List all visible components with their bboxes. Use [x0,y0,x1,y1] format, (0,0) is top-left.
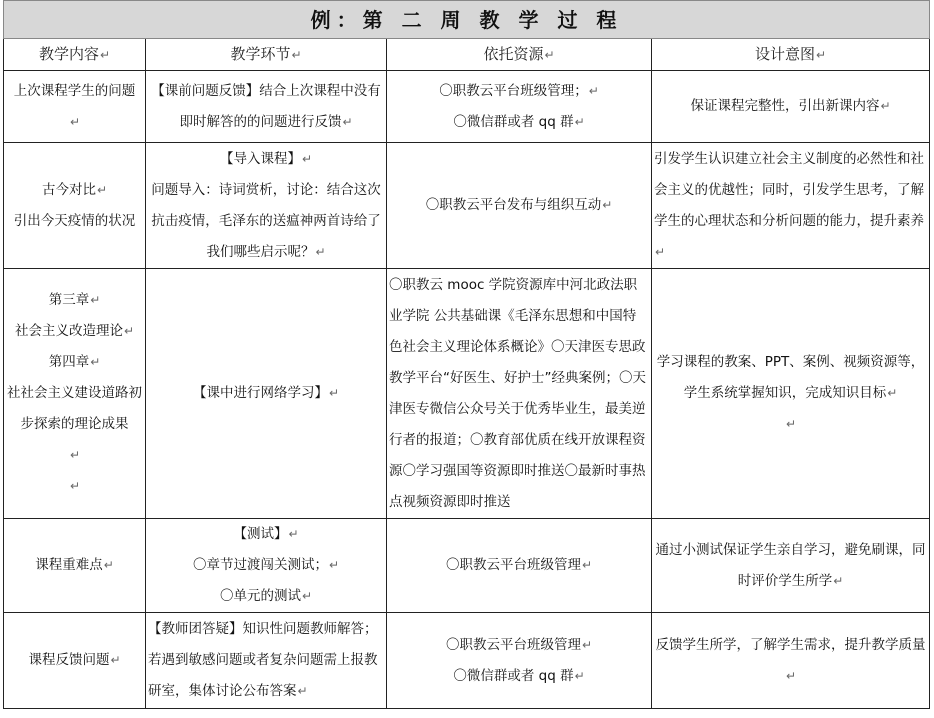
cell-content: 第三章↵ 社会主义改造理论↵ 第四章↵ 社社会主义建设道路初步探索的理论成果 ↵ ↵ [4,269,146,519]
cell-content: 课程反馈问题↵ [4,613,146,709]
cell-intent: 引发学生认识建立社会主义制度的必然性和社会主义的优越性；同时，引发学生思考，了解学生的心理状态和分析问题的能力，提升素养↵ [652,143,930,269]
header-intent: 设计意图↵ [652,39,930,71]
cell-step: 【课前问题反馈】结合上次课程中没有即时解答的的问题进行反馈↵ [146,71,387,143]
cell-step: 【测试】↵ 〇章节过渡闯关测试；↵ 〇单元的测试↵ [146,519,387,613]
cell-content: 课程重难点↵ [4,519,146,613]
cell-step: 【课中进行网络学习】↵ [146,269,387,519]
cell-content: 古今对比↵ 引出今天疫情的状况 [4,143,146,269]
cell-resource: 〇职教云 mooc 学院资源库中河北政法职业学院 公共基础课《毛泽东思想和中国特色社会主义理论体系概论》〇天津医专思政教学平台“好医生、好护士”经典案例；〇天津医专微信公众号关于优秀毕业生，最美逆行者的报道；〇教育部优质在线开放课程资源〇学习强国等资源即时推送〇最新时事热点视频资源即时推送 [387,269,652,519]
cell-intent: 学习课程的教案、PPT、案例、视频资源等，学生系统掌握知识，完成知识目标↵ ↵ [652,269,930,519]
table-row [4,143,930,269]
header-resource: 依托资源↵ [387,39,652,71]
cell-intent: 通过小测试保证学生亲自学习，避免刷课，同时评价学生所学↵ [652,519,930,613]
header-step: 教学环节↵ [146,39,387,71]
teaching-process-table [3,0,930,709]
table-row [4,613,930,709]
cell-content: 上次课程学生的问题 ↵ [4,71,146,143]
cell-resource: 〇职教云平台发布与组织互动↵ [387,143,652,269]
table-row [4,71,930,143]
cell-step: 【教师团答疑】知识性问题教师解答；若遇到敏感问题或者复杂问题需上报教研室，集体讨论公布答案↵ [146,613,387,709]
table-title: 例：第 二 周 教 学 过 程 [4,1,930,39]
cell-step: 【导入课程】↵ 问题导入：诗词赏析，讨论：结合这次抗击疫情，毛泽东的送瘟神两首诗给了我们哪些启示呢？↵ [146,143,387,269]
cell-resource: 〇职教云平台班级管理；↵ 〇微信群或者 qq 群↵ [387,71,652,143]
header-content: 教学内容↵ [4,39,146,71]
cell-resource: 〇职教云平台班级管理↵ [387,519,652,613]
table-row [4,519,930,613]
cell-resource: 〇职教云平台班级管理↵ 〇微信群或者 qq 群↵ [387,613,652,709]
table-row [4,269,930,519]
cell-intent: 保证课程完整性，引出新课内容↵ [652,71,930,143]
cell-intent: 反馈学生所学，了解学生需求，提升教学质量↵ [652,613,930,709]
